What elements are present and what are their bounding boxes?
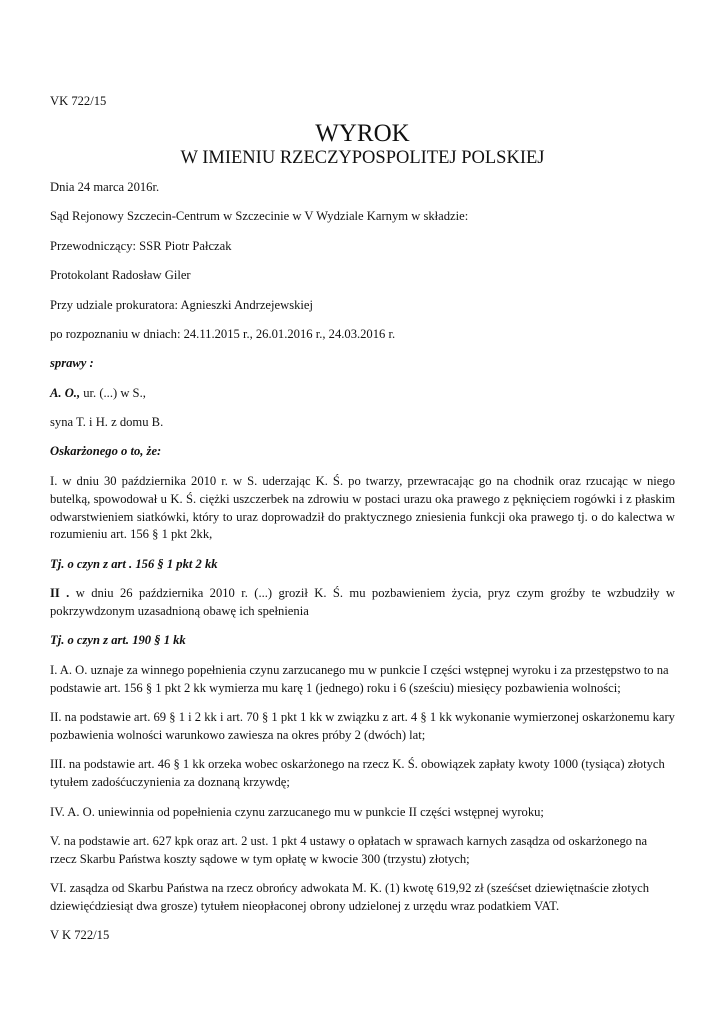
charged-heading: Oskarżonego o to, że: bbox=[50, 444, 162, 459]
defendant-birth: ur. (...) w S., bbox=[80, 385, 146, 400]
case-heading: sprawy : bbox=[50, 356, 94, 371]
court-line: Sąd Rejonowy Szczecin-Centrum w Szczecinie w V Wydziale Karnym w składzie: bbox=[50, 209, 469, 224]
defendant-name: A. O., bbox=[50, 385, 81, 400]
charge-2-legal-basis: Tj. o czyn z art. 190 § 1 kk bbox=[50, 633, 186, 648]
charge-2 bbox=[50, 585, 675, 621]
parents-line: syna T. i H. z domu B. bbox=[50, 415, 164, 430]
verdict-6: VI. zasądza od Skarbu Państwa na rzecz obrońcy adwokata M. K. (1) kwotę 619,92 zł (sześćset dziewiętnaście złotych dziewięćdziesiąt dwa grosze) tytułem nieopłaconej obrony udzielonej z urzędu wraz podatkiem VAT. bbox=[50, 881, 650, 914]
prosecutor-line: Przy udziale prokuratora: Agnieszki Andrzejewskiej bbox=[50, 297, 313, 312]
verdict-5: V. na podstawie art. 627 kpk oraz art. 2 ust. 1 pkt 4 ustawy o opłatach w sprawach karnych zasądza od oskarżonego na rzecz Skarbu Państwa koszty sądowe w tym opłatę w kwocie 300 (trzystu) złotych; bbox=[50, 833, 648, 866]
hearing-dates-line: po rozpoznaniu w dniach: 24.11.2015 r., 26.01.2016 r., 24.03.2016 r. bbox=[50, 326, 396, 341]
defendant-line bbox=[50, 385, 675, 403]
charge-1: I. w dniu 30 października 2010 r. w S. uderzając K. Ś. po twarzy, przewracając go na chodnik oraz rzucając w niego butelką, spowodował u K. Ś. ciężki uszczerbek na zdrowiu w postaci urazu oka prawego z pęknięciem rogówki i z płaskim odwarstwieniem siatkówki, który to uraz doprowadził do praktycznego zniesienia funkcji oka prawego tj. o do kalectwa w rozumieniu art. 156 § 1 pkt 2kk, bbox=[50, 473, 675, 542]
document-subtitle: W IMIENIU RZECZYPOSPOLITEJ POLSKIEJ bbox=[180, 147, 545, 168]
date-line: Dnia 24 marca 2016r. bbox=[50, 180, 160, 195]
verdict-4: IV. A. O. uniewinnia od popełnienia czynu zarzucanego mu w punkcie II części wstępnej wyroku; bbox=[50, 804, 544, 819]
charge-2-text: w dniu 26 października 2010 r. (...) groził K. Ś. mu pozbawieniem życia, pryz czym groźby te wzbudziły w pokrzywdzonym uzasadnioną obawę ich spełnienia bbox=[50, 586, 675, 619]
chair-line: Przewodniczący: SSR Piotr Pałczak bbox=[50, 238, 232, 253]
charge-1-legal-basis: Tj. o czyn z art . 156 § 1 pkt 2 kk bbox=[50, 556, 218, 571]
verdict-3: III. na podstawie art. 46 § 1 kk orzeka wobec oskarżonego na rzecz K. Ś. obowiązek zapłaty kwoty 1000 (tysiąca) złotych tytułem zadośćuczynienia za doznaną krzywdę; bbox=[50, 757, 665, 790]
verdict-2: II. na podstawie art. 69 § 1 i 2 kk i art. 70 § 1 pkt 1 kk w związku z art. 4 § 1 kk wykonanie wymierzonej oskarżonemu kary pozbawienia wolności warunkowo zawiesza na okres próby 2 (dwóch) lat; bbox=[50, 710, 675, 742]
document-title: WYROK bbox=[315, 119, 410, 147]
clerk-line: Protokolant Radosław Giler bbox=[50, 268, 191, 283]
charge-2-number: II . bbox=[50, 586, 70, 601]
case-reference-top: VK 722/15 bbox=[50, 94, 107, 108]
verdict-1: I. A. O. uznaje za winnego popełnienia czynu zarzucanego mu w punkcie I części wstępnej wyroku i za przestępstwo to na podstawie art. 156 § 1 pkt 2 kk wymierza mu karę 1 (jednego) roku i 6 (sześciu) miesięcy pozbawienia wolności; bbox=[50, 662, 669, 695]
case-reference-bottom: V K 722/15 bbox=[50, 928, 110, 943]
